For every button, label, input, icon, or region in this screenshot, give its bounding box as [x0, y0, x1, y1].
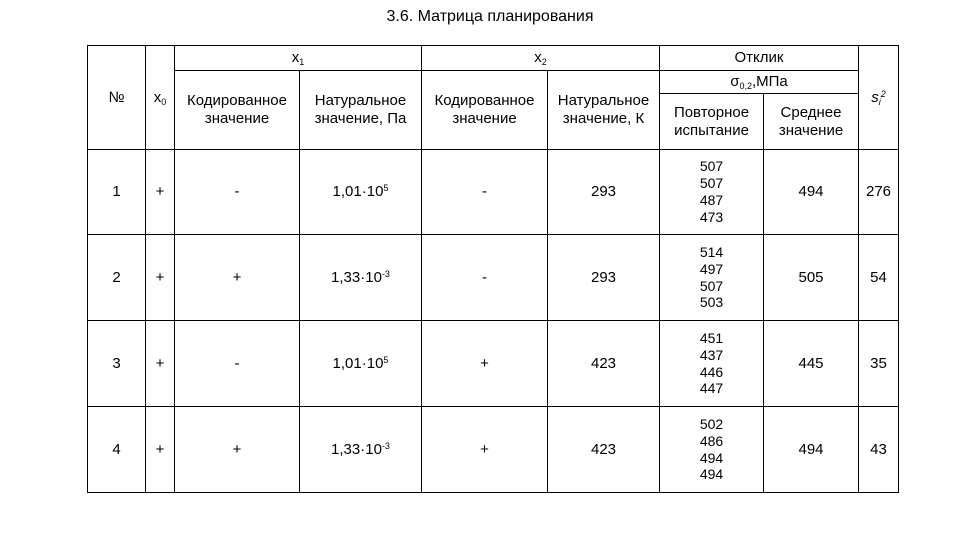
x2-natural-value: 293 [548, 235, 660, 321]
x1-coded-value: + [175, 407, 300, 493]
header-response: Отклик [660, 46, 859, 71]
x0-value: + [146, 407, 175, 493]
si2-value: 276 [859, 150, 899, 235]
repeat-values: 507 507 487 473 [660, 150, 764, 235]
header-x0: $x_0$ [146, 46, 175, 150]
table-row [88, 235, 899, 321]
row-number: 3 [88, 321, 146, 407]
repeat-values: 502 486 494 494 [660, 407, 764, 493]
header-x2-coded: Кодированное значение [422, 71, 548, 150]
header-x1: $x_1$ [175, 46, 422, 71]
x2-natural-value: 293 [548, 150, 660, 235]
x2-coded-value: - [422, 235, 548, 321]
x0-value: + [146, 235, 175, 321]
x1-natural-value: $1,01\cdot 10^5$ [300, 321, 422, 407]
header-si2: $s_i^2$ [859, 46, 899, 150]
x1-natural-value: $1,33\cdot 10^{-3}$ [300, 235, 422, 321]
header-mean: Среднее значение [764, 94, 859, 150]
mean-value: 494 [764, 150, 859, 235]
x2-natural-value: 423 [548, 321, 660, 407]
repeat-values: 514 497 507 503 [660, 235, 764, 321]
x2-natural-value: 423 [548, 407, 660, 493]
si2-value: 35 [859, 321, 899, 407]
x1-coded-value: - [175, 321, 300, 407]
mean-value: 445 [764, 321, 859, 407]
header-x2-natural: Натуральное значение, К [548, 71, 660, 150]
row-number: 4 [88, 407, 146, 493]
header-x1-coded: Кодированное значение [175, 71, 300, 150]
row-number: 1 [88, 150, 146, 235]
repeat-values: 451 437 446 447 [660, 321, 764, 407]
table-row [88, 407, 899, 493]
x1-natural-value: $1,33\cdot 10^{-3}$ [300, 407, 422, 493]
header-repeat: Повторное испытание [660, 94, 764, 150]
si2-value: 43 [859, 407, 899, 493]
x2-coded-value: + [422, 407, 548, 493]
header-x1-natural: Натуральное значение, Па [300, 71, 422, 150]
x1-coded-value: + [175, 235, 300, 321]
table-row [88, 150, 899, 235]
header-x2: $x_2$ [422, 46, 660, 71]
header-num: № [88, 46, 146, 150]
x2-coded-value: + [422, 321, 548, 407]
row-number: 2 [88, 235, 146, 321]
planning-matrix-table [87, 45, 899, 493]
si2-value: 54 [859, 235, 899, 321]
x1-natural-value: $1,01\cdot 10^5$ [300, 150, 422, 235]
header-sigma: $\sigma_{0,2},МПа$ [660, 71, 859, 94]
mean-value: 505 [764, 235, 859, 321]
x2-coded-value: - [422, 150, 548, 235]
mean-value: 494 [764, 407, 859, 493]
table-row [88, 321, 899, 407]
x0-value: + [146, 321, 175, 407]
x1-coded-value: - [175, 150, 300, 235]
x0-value: + [146, 150, 175, 235]
page-title: 3.6. Матрица планирования [386, 8, 594, 25]
